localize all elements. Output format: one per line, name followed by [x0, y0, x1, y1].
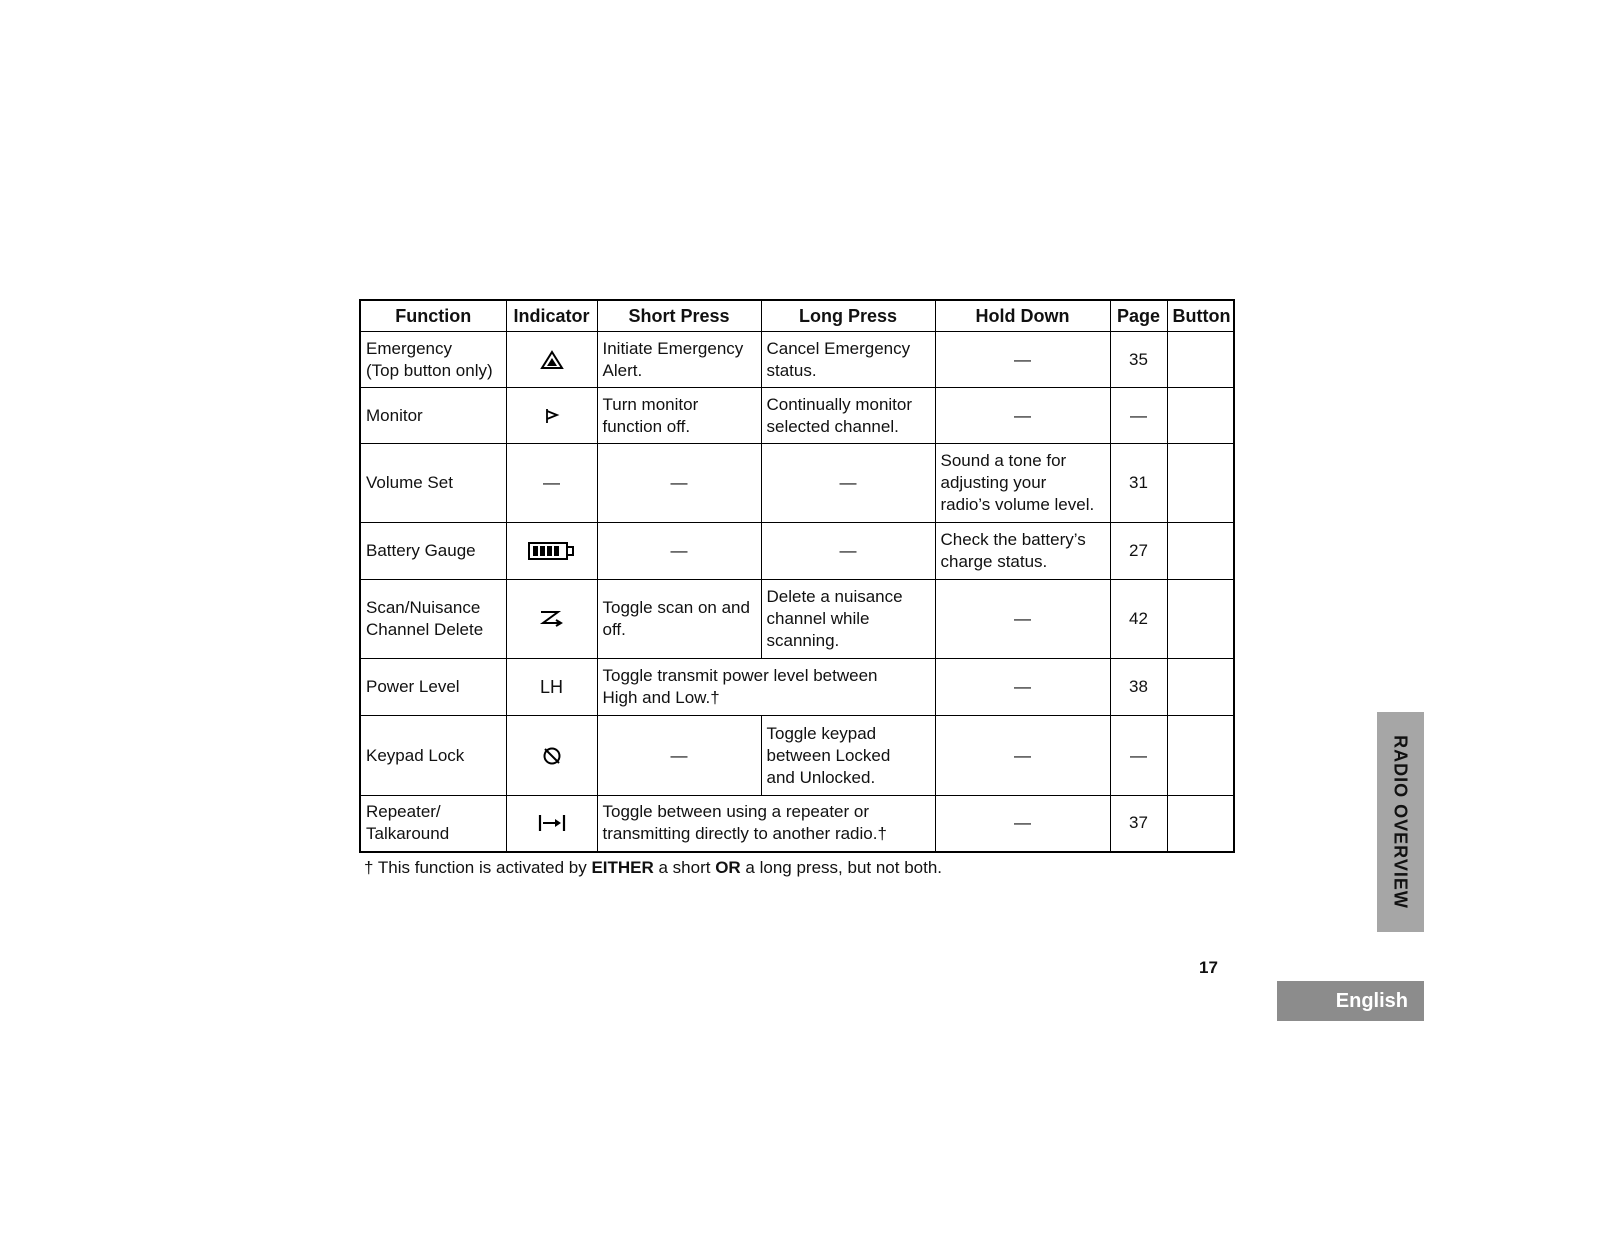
hold-down-cell: Check the battery’s charge status.	[935, 523, 1110, 580]
section-tab-label: RADIO OVERVIEW	[1390, 735, 1411, 909]
button-cell	[1167, 580, 1234, 659]
header-function: Function	[360, 300, 506, 332]
page-cell: —	[1110, 716, 1167, 796]
function-cell: Volume Set	[360, 444, 506, 523]
function-cell: Keypad Lock	[360, 716, 506, 796]
function-cell: Repeater/ Talkaround	[360, 796, 506, 852]
long-press-cell: —	[761, 523, 935, 580]
short-press-cell: Turn monitor function off.	[597, 388, 761, 444]
function-cell: Monitor	[360, 388, 506, 444]
hold-down-cell: Sound a tone for adjusting your radio’s volume level.	[935, 444, 1110, 523]
long-press-cell: Cancel Emergency status.	[761, 332, 935, 388]
short-press-cell: Toggle scan on and off.	[597, 580, 761, 659]
indicator-cell	[506, 796, 597, 852]
function-cell: Scan/Nuisance Channel Delete	[360, 580, 506, 659]
short-long-press-cell: Toggle transmit power level between High and Low.†	[597, 659, 935, 716]
indicator-cell	[506, 523, 597, 580]
functions-table	[359, 299, 1235, 853]
section-tab	[1377, 712, 1424, 932]
header-button: Button	[1167, 300, 1234, 332]
indicator-cell	[506, 388, 597, 444]
page-cell: 35	[1110, 332, 1167, 388]
keypad-lock-icon	[541, 745, 563, 767]
page-cell: 38	[1110, 659, 1167, 716]
page-number: 17	[1199, 958, 1218, 977]
long-press-cell: Delete a nuisance channel while scanning.	[761, 580, 935, 659]
button-cell	[1167, 796, 1234, 852]
long-press-cell: Toggle keypad between Locked and Unlocked.	[761, 716, 935, 796]
button-cell	[1167, 332, 1234, 388]
button-cell	[1167, 444, 1234, 523]
long-press-cell: —	[761, 444, 935, 523]
button-cell	[1167, 388, 1234, 444]
header-page: Page	[1110, 300, 1167, 332]
table-row	[360, 523, 1234, 580]
short-press-cell: Initiate Emergency Alert.	[597, 332, 761, 388]
indicator-cell	[506, 580, 597, 659]
page-cell: 42	[1110, 580, 1167, 659]
indicator-cell	[506, 332, 597, 388]
language-tab: English	[1277, 981, 1424, 1021]
hold-down-cell: —	[935, 659, 1110, 716]
short-press-cell: —	[597, 716, 761, 796]
table-row	[360, 659, 1234, 716]
scan-icon	[538, 608, 566, 630]
function-cell: Emergency (Top button only)	[360, 332, 506, 388]
indicator-cell: —	[506, 444, 597, 523]
button-cell	[1167, 716, 1234, 796]
page-cell: —	[1110, 388, 1167, 444]
header-short-press: Short Press	[597, 300, 761, 332]
indicator-cell	[506, 659, 597, 716]
hold-down-cell: —	[935, 796, 1110, 852]
short-long-press-cell: Toggle between using a repeater or transmitting directly to another radio.†	[597, 796, 935, 852]
footnote: † This function is activated by EITHER a short OR a long press, but not both.	[364, 858, 943, 877]
battery-gauge-icon	[528, 541, 576, 561]
function-cell: Battery Gauge	[360, 523, 506, 580]
monitor-speaker-icon	[544, 407, 560, 425]
table-row	[360, 388, 1234, 444]
hold-down-cell: —	[935, 716, 1110, 796]
header-indicator: Indicator	[506, 300, 597, 332]
talkaround-icon	[537, 813, 567, 833]
table-row	[360, 716, 1234, 796]
page-cell: 37	[1110, 796, 1167, 852]
button-cell	[1167, 523, 1234, 580]
power-level-icon: LH	[539, 676, 563, 697]
table-header-row	[360, 300, 1234, 332]
emergency-triangle-icon	[540, 350, 564, 370]
table-row	[360, 332, 1234, 388]
hold-down-cell: —	[935, 332, 1110, 388]
short-press-cell: —	[597, 444, 761, 523]
page-cell: 31	[1110, 444, 1167, 523]
table-row	[360, 796, 1234, 852]
header-hold-down: Hold Down	[935, 300, 1110, 332]
function-cell: Power Level	[360, 659, 506, 716]
table-row	[360, 444, 1234, 523]
short-press-cell: —	[597, 523, 761, 580]
hold-down-cell: —	[935, 580, 1110, 659]
header-long-press: Long Press	[761, 300, 935, 332]
indicator-cell	[506, 716, 597, 796]
button-cell	[1167, 659, 1234, 716]
page-cell: 27	[1110, 523, 1167, 580]
long-press-cell: Continually monitor selected channel.	[761, 388, 935, 444]
hold-down-cell: —	[935, 388, 1110, 444]
table-row	[360, 580, 1234, 659]
